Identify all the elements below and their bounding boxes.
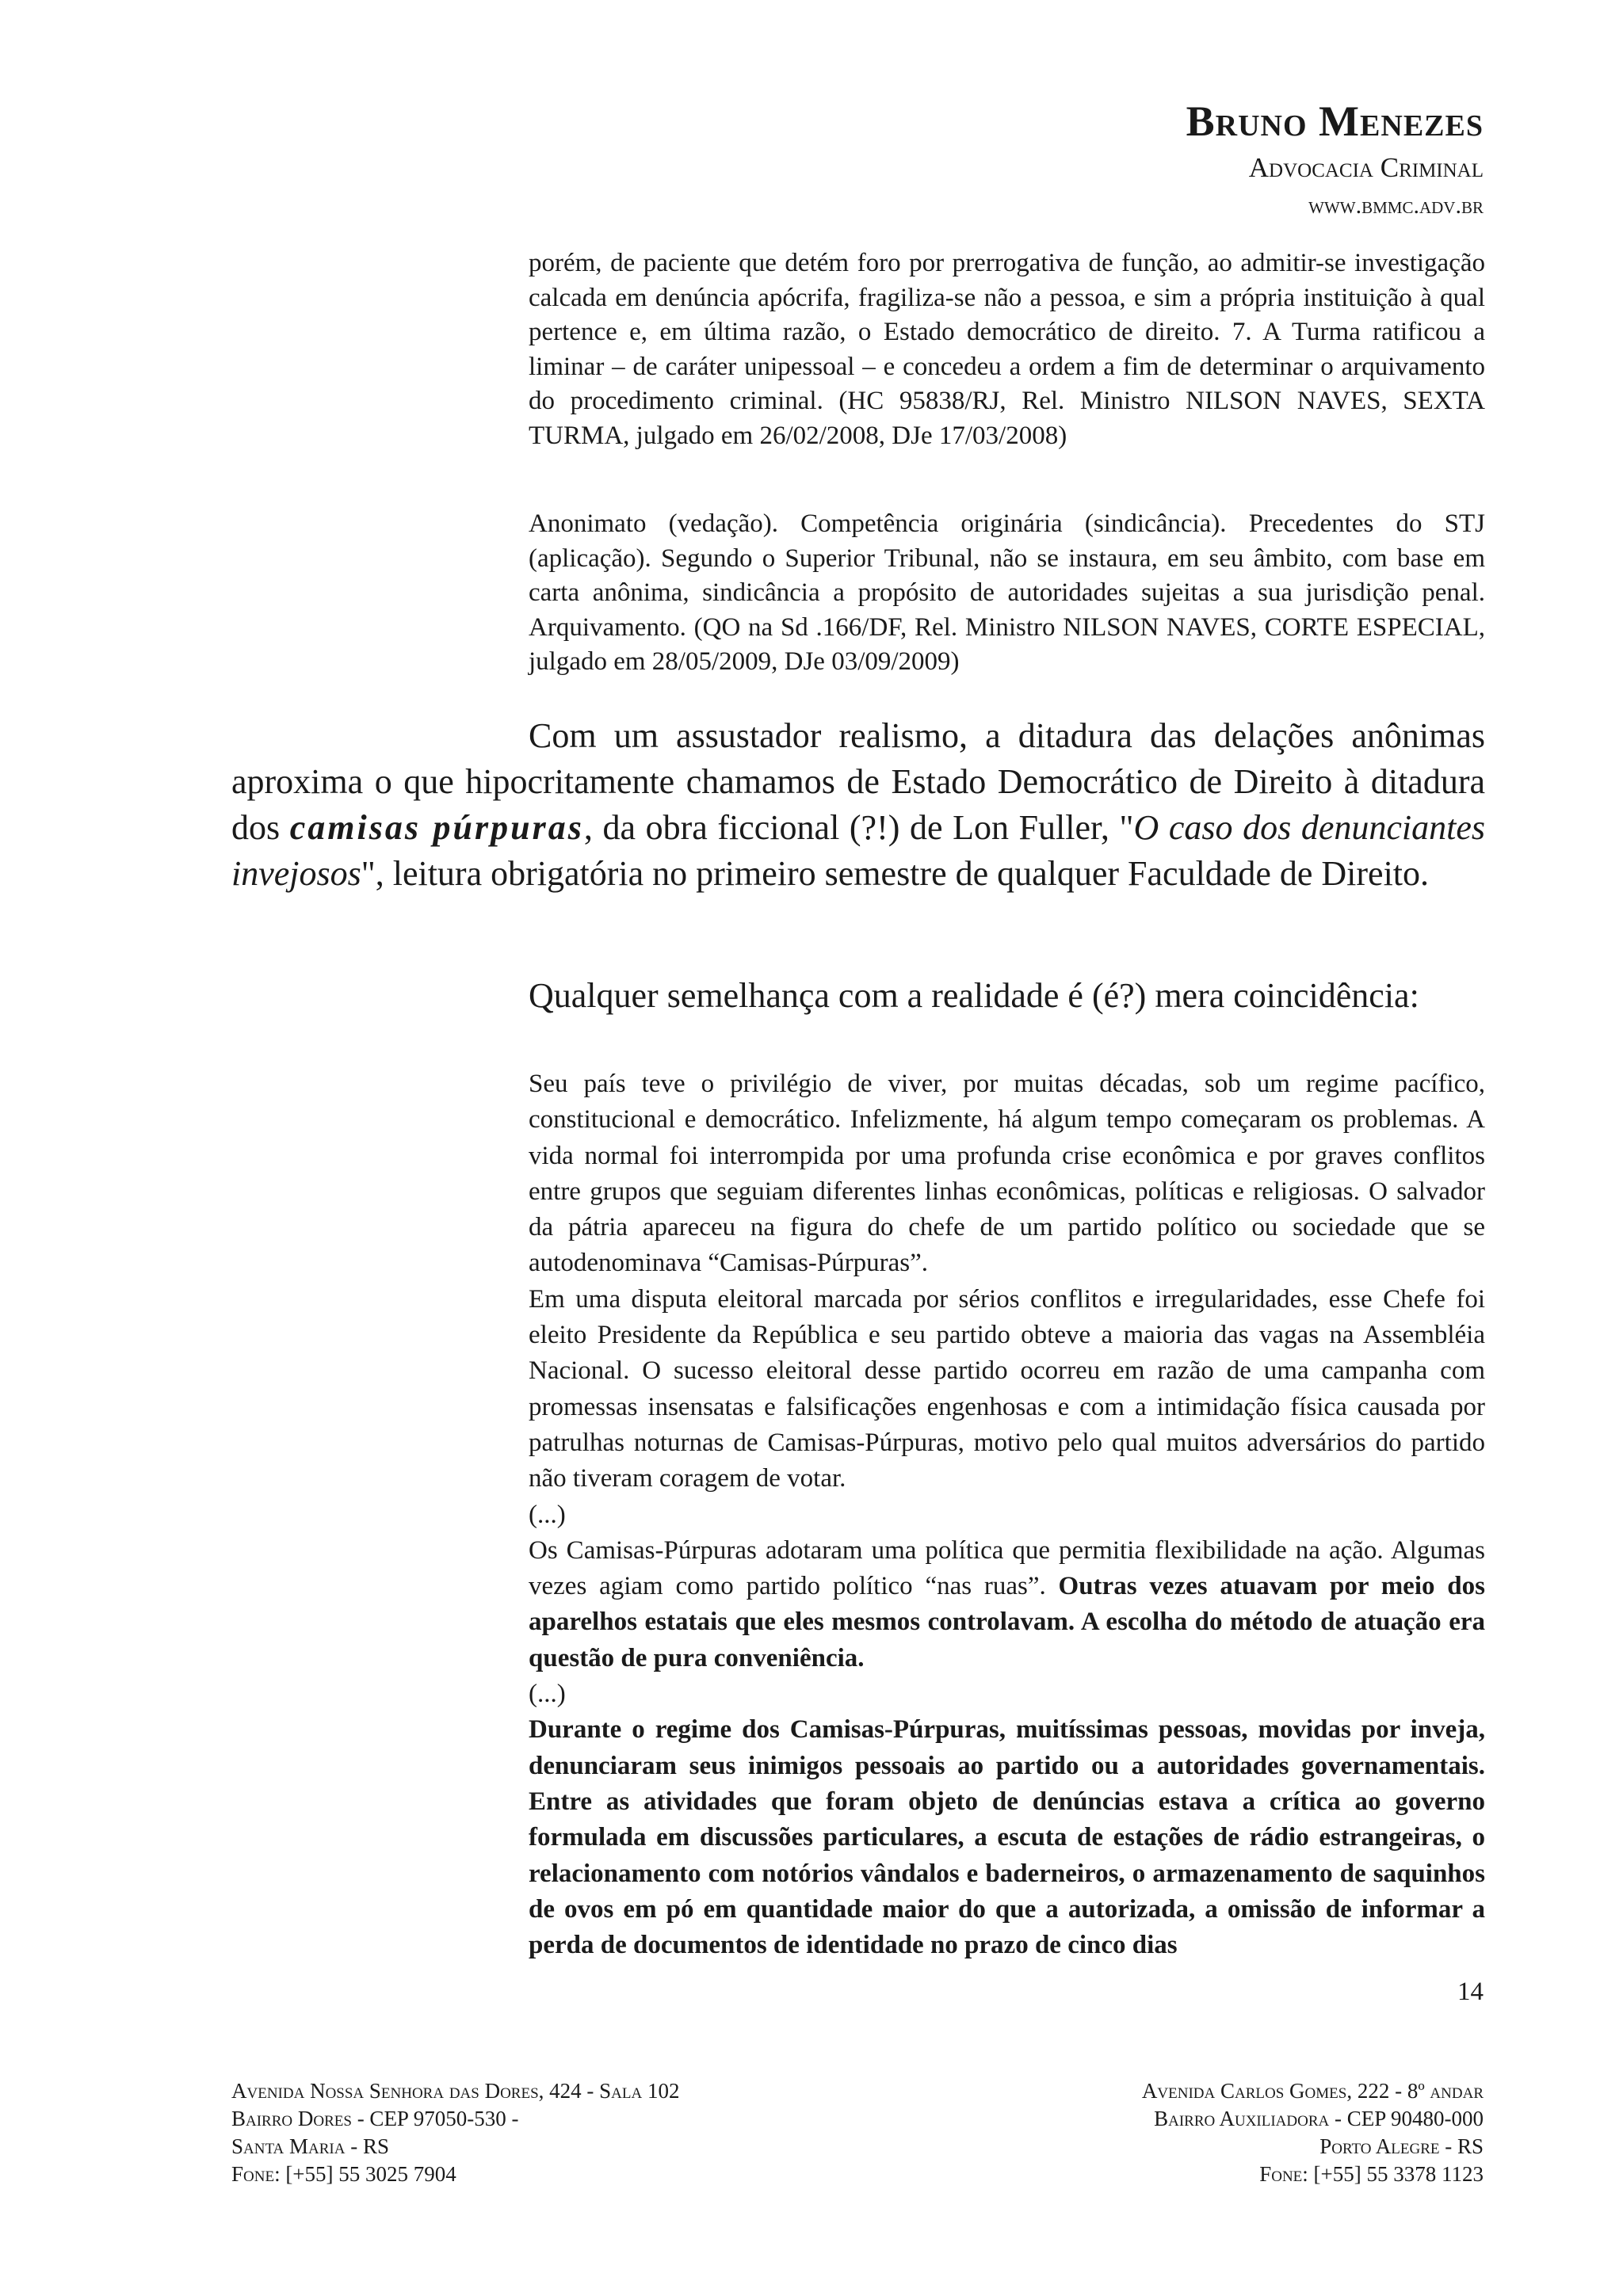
main-paragraph <box>231 713 1485 897</box>
excerpt-paragraph-3-bold: Outras vezes atuavam por meio dos aparelhos estatais que eles mesmos controlavam. A escolha do método de atuação era questão de pura conveniência. <box>529 1572 1485 1672</box>
jurisprudence-quote-1: porém, de paciente que detém foro por prerrogativa de função, ao admitir-se investigação calcada em denúncia apócrifa, fragiliza-se não a pessoa, e sim a própria instituição à qual pertence e, em última razão, o Estado democrático de direito. 7. A Turma ratificou a liminar – de caráter unipessoal – e concedeu a ordem a fim de determinar o arquivamento do procedimento criminal. (HC 95838/RJ, Rel. Ministro NILSON NAVES, SEXTA TURMA, julgado em 26/02/2008, DJe 17/03/2008) <box>529 249 1485 450</box>
excerpt-paragraph-4 <box>529 1712 1485 1963</box>
footer-right-line-2: Bairro Auxiliadora - CEP 90480-000 <box>1154 2107 1484 2130</box>
letterhead <box>1186 93 1484 225</box>
excerpt-paragraph-4-bold: Durante o regime dos Camisas-Púrpuras, muitíssimas pessoas, movidas por inveja, denunciaram seus inimigos pessoais ao partido ou a autoridades governamentais. Entre as atividades que foram objeto de denúncias estava a crítica ao governo formulada em discussões particulares, a escuta de estações de rádio estrangeiras, o relacionamento com notórios vândalos e baderneiros, o armazenamento de saquinhos de ovos em pó em quantidade maior do que a autorizada, a omissão de informar a perda de documentos de identidade no prazo de cinco dias <box>529 1715 1485 1960</box>
main-paragraph-part2: , da obra ficcional (?!) de Lon Fuller, " <box>583 808 1134 847</box>
excerpt-paragraph-3 <box>529 1533 1485 1676</box>
excerpt-paragraph-3-plain: Os Camisas-Púrpuras adotaram uma política que permitia flexibilidade na ação. Algumas vezes agiam como partido político “nas ruas”. <box>529 1535 1485 1601</box>
firm-website: www.bmmc.adv.br <box>1308 193 1484 219</box>
footer-address-porto-alegre <box>1142 2077 1484 2188</box>
firm-subtitle: Advocacia Criminal <box>1248 152 1484 183</box>
excerpt-ellipsis-2: (...) <box>529 1680 566 1709</box>
footer-left-line-1: Avenida Nossa Senhora das Dores, 424 - Sala 102 <box>231 2079 680 2103</box>
excerpt-ellipsis-1: (...) <box>529 1500 566 1529</box>
book-title: O caso dos denunciantes invejosos <box>231 808 1485 893</box>
coincidence-line: Qualquer semelhança com a realidade é (é?) mera coincidência: <box>529 976 1419 1015</box>
book-excerpt <box>529 1066 1485 1963</box>
footer-left-line-2: Bairro Dores - CEP 97050-530 - <box>231 2107 519 2130</box>
footer-right-line-1: Avenida Carlos Gomes, 222 - 8º andar <box>1141 2079 1484 2103</box>
camisas-purpuras-emphasis: camisas púrpuras <box>289 808 584 847</box>
excerpt-paragraph-1: Seu país teve o privilégio de viver, por muitas décadas, sob um regime pacífico, constitucional e democrático. Infelizmente, há algum tempo começaram os problemas. A vida normal foi interrompida por uma profunda crise econômica e por graves conflitos entre grupos que seguiam diferentes linhas econômicas, políticas e religiosas. O salvador da pátria apareceu na figura do chefe de um partido político ou sociedade que se autodenominava “Camisas-Púrpuras”. <box>529 1070 1485 1278</box>
page-number: 14 <box>1457 1978 1484 2006</box>
main-paragraph-part1: Com um assustador realismo, a ditadura das delações anônimas aproxima o que hipocritamente chamamos de Estado Democrático de Direito à ditadura dos <box>231 716 1485 847</box>
footer-right-line-4: Fone: [+55] 55 3378 1123 <box>1259 2162 1484 2186</box>
footer-left-line-4: Fone: [+55] 55 3025 7904 <box>231 2162 456 2186</box>
footer-address-santa-maria <box>231 2077 679 2188</box>
footer-left-line-3: Santa Maria - RS <box>231 2134 389 2158</box>
main-paragraph-part3: ", leitura obrigatória no primeiro semestre de qualquer Faculdade de Direito. <box>361 854 1430 893</box>
jurisprudence-quote-2: Anonimato (vedação). Competência originária (sindicância). Precedentes do STJ (aplicação). Segundo o Superior Tribunal, não se instaura, em seu âmbito, com base em carta anônima, sindicância a propósito de autoridades sujeitas a sua jurisdição penal. Arquivamento. (QO na Sd .166/DF, Rel. Ministro NILSON NAVES, CORTE ESPECIAL, julgado em 28/05/2009, DJe 03/09/2009) <box>529 509 1485 676</box>
excerpt-paragraph-2: Em uma disputa eleitoral marcada por sérios conflitos e irregularidades, esse Chefe foi eleito Presidente da República e seu partido obteve a maioria das vagas na Assembléia Nacional. O sucesso eleitoral desse partido ocorreu em razão de uma campanha com promessas insensatas e falsificações engenhosas e com a intimidação física causada por patrulhas noturnas de Camisas-Púrpuras, motivo pelo qual muitos adversários do partido não tiveram coragem de votar. <box>529 1284 1485 1493</box>
footer-right-line-3: Porto Alegre - RS <box>1319 2134 1484 2158</box>
firm-name: Bruno Menezes <box>1186 97 1484 145</box>
